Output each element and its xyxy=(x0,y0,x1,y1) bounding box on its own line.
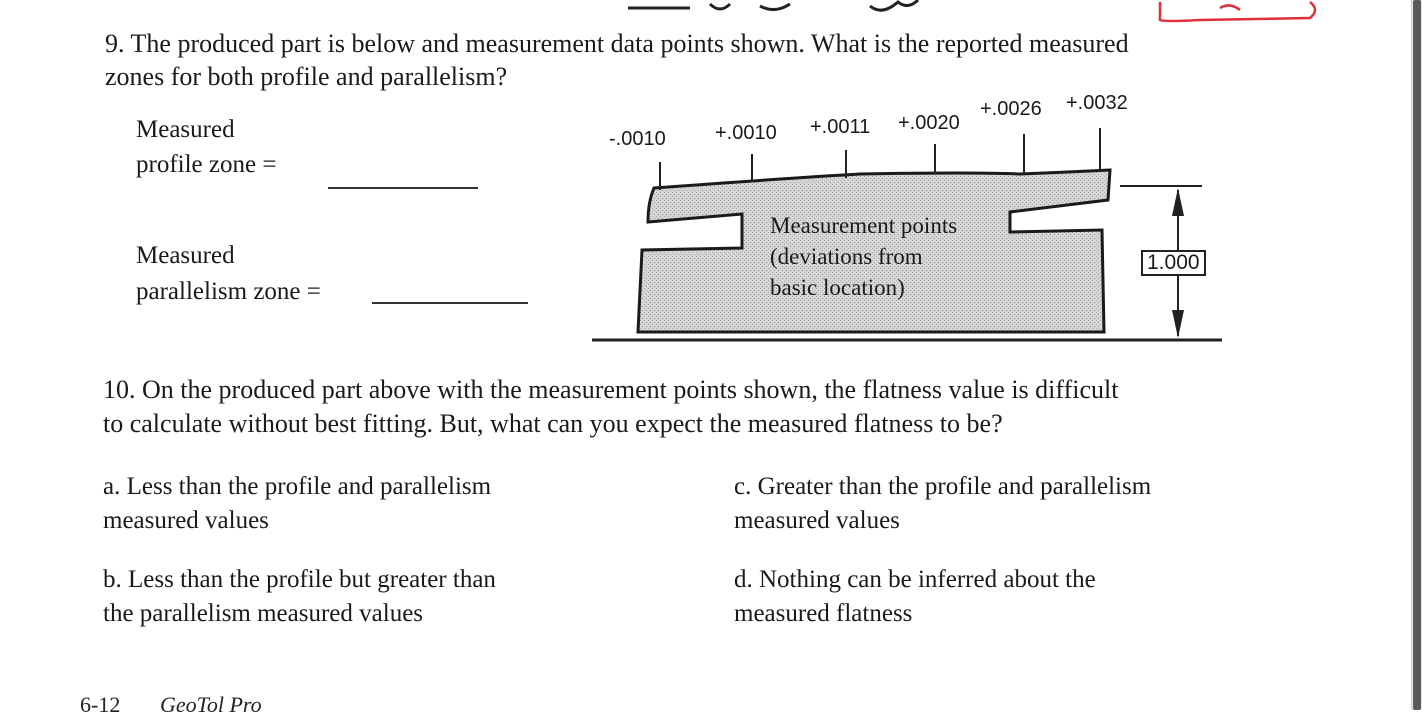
question-9-line-1: 9. The produced part is below and measurement data points shown. What is the reported measured xyxy=(105,29,1129,58)
measurement-value-6: +.0032 xyxy=(1066,92,1128,114)
dimension-value-box: 1.000 xyxy=(1141,250,1206,276)
footer-brand: GeoTol Pro xyxy=(160,692,262,717)
measurement-value-4: +.0020 xyxy=(898,112,960,134)
vertical-scrollbar[interactable] xyxy=(1411,0,1422,710)
scrollbar-thumb[interactable] xyxy=(1413,0,1421,710)
measurement-value-1: -.0010 xyxy=(609,128,666,150)
measurement-points-label-line-2: (deviations from xyxy=(770,244,923,269)
measurement-value-2: +.0010 xyxy=(715,122,777,144)
option-d-line-1: d. Nothing can be inferred about the xyxy=(734,566,1096,593)
measurement-value-5: +.0026 xyxy=(980,98,1042,120)
parallelism-answer-blank[interactable] xyxy=(372,302,528,304)
profile-label-line-1: Measured xyxy=(136,116,235,143)
parallelism-label-line-2: parallelism zone = xyxy=(136,278,321,305)
dimension-arrow-down xyxy=(1172,310,1184,338)
handwritten-annotation xyxy=(620,0,1340,24)
measurement-points-label-line-1: Measurement points xyxy=(770,213,958,238)
option-b-line-2: the parallelism measured values xyxy=(103,600,424,627)
option-c-line-2: measured values xyxy=(734,507,900,534)
option-c-line-1: c. Greater than the profile and parallelism xyxy=(734,473,1152,500)
option-a-line-1: a. Less than the profile and parallelism xyxy=(103,473,492,500)
question-10-line-1: 10. On the produced part above with the measurement points shown, the flatness value is difficult xyxy=(103,375,1119,404)
question-9-line-2: zones for both profile and parallelism? xyxy=(105,62,508,91)
option-a-line-2: measured values xyxy=(103,507,269,534)
parallelism-label-line-1: Measured xyxy=(136,242,235,269)
dimension-arrow-up xyxy=(1172,188,1184,216)
measurement-points-label-line-3: basic location) xyxy=(770,275,905,300)
option-d-line-2: measured flatness xyxy=(734,600,913,627)
question-10-line-2: to calculate without best fitting. But, what can you expect the measured flatness to be? xyxy=(103,409,1003,438)
profile-label-line-2: profile zone = xyxy=(136,151,277,178)
footer-page-number: 6-12 xyxy=(80,692,121,717)
measurement-value-3: +.0011 xyxy=(810,116,871,138)
option-b-line-1: b. Less than the profile but greater than xyxy=(103,566,496,593)
profile-answer-blank[interactable] xyxy=(328,187,478,189)
